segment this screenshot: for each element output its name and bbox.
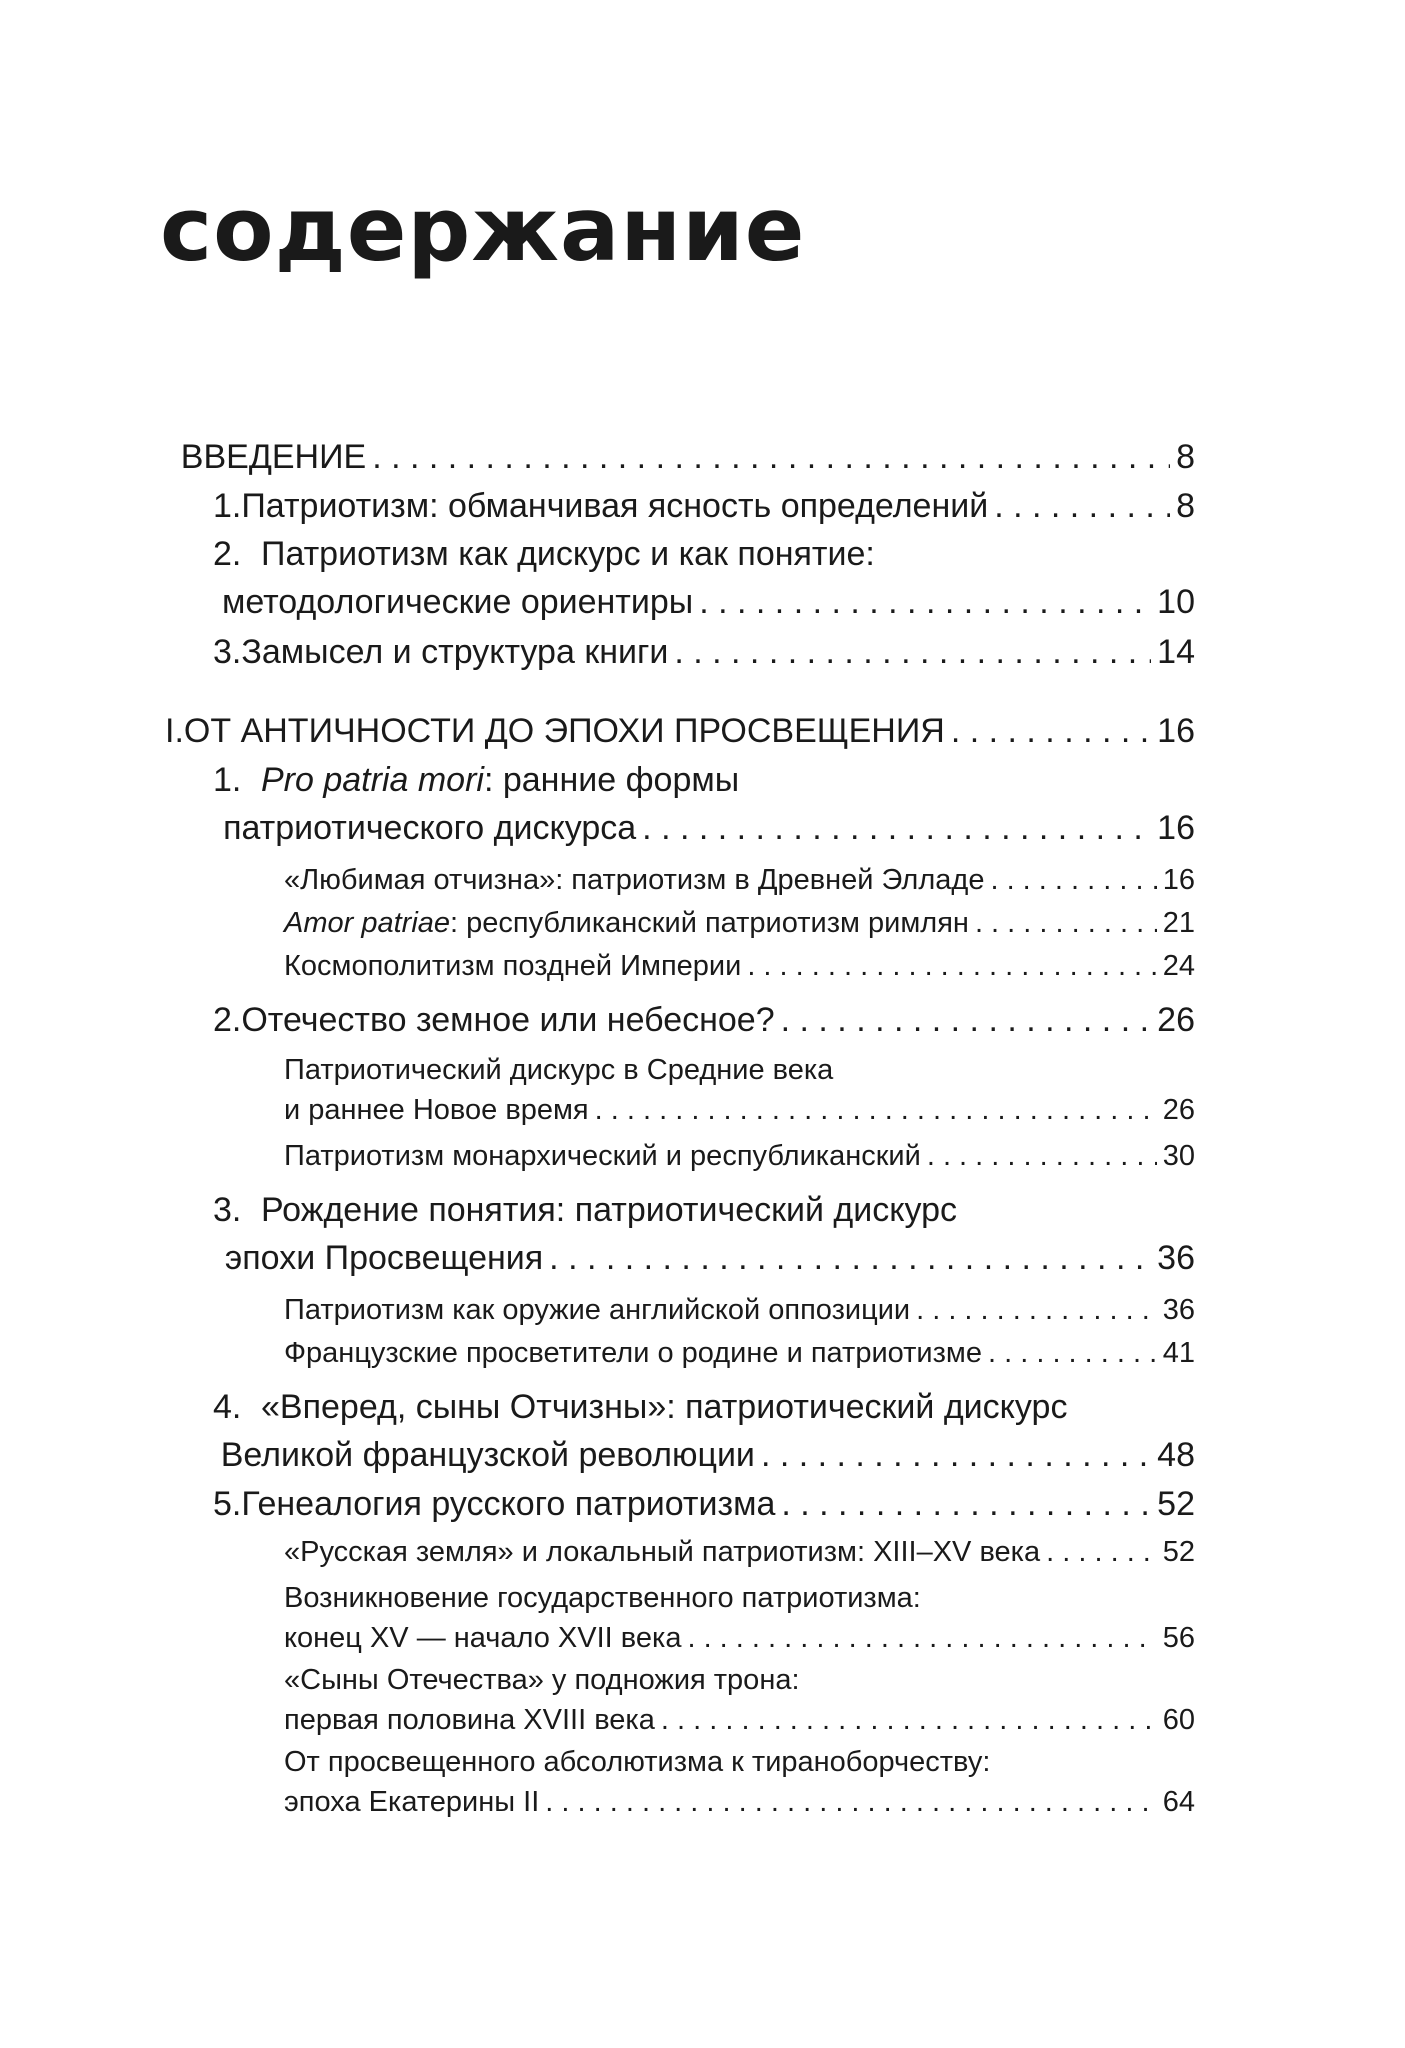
toc-dot-leader [951,706,1151,756]
toc-entry-title: патриотического дискурса [223,809,637,847]
toc-entry[interactable] [165,482,1195,530]
toc-entry-title: Патриотический дискурс в Средние века [284,1054,834,1086]
toc-entry-title: ВВЕДЕНИЕ [180,438,367,476]
toc-entry-title: От просвещенного абсолютизма к тираноборчеству: [284,1746,991,1778]
toc-page-number: 26 [1162,1094,1195,1126]
toc-entry[interactable] [165,903,1195,943]
toc-entry[interactable] [165,1136,1195,1176]
toc-entry-title: «Сыны Отечества» у подножия трона: [284,1664,800,1696]
toc-entry-title: Pro patria mori: ранние формы [261,761,740,799]
toc-entry[interactable] [165,1050,1195,1130]
toc-entry[interactable] [165,1383,1195,1479]
toc-entry-title: Патриотизм как оружие английской оппозиции [284,1294,911,1326]
toc-dot-leader [916,1290,1157,1330]
toc-entry-title: первая половина XVIII века [284,1704,655,1736]
toc-entry[interactable] [165,1333,1195,1373]
toc-page-number: 48 [1157,1436,1195,1474]
toc-dot-leader [699,578,1151,626]
toc-dot-leader [674,628,1151,676]
toc-page-number: 10 [1157,583,1195,621]
toc-entry[interactable] [165,1532,1195,1572]
page-title: содержание [160,178,806,281]
toc-entry-number: 2. [213,1001,242,1039]
toc-entry-title: Возникновение государственного патриотизма: [284,1582,921,1614]
toc-page-number: 21 [1162,907,1195,939]
toc-entry[interactable] [165,860,1195,900]
toc-dot-leader [549,1234,1151,1282]
toc-entry-title: эпохи Просвещения [224,1239,544,1277]
toc-page-number: 36 [1157,1239,1195,1277]
toc-entry[interactable] [165,1578,1195,1658]
toc-entry-title: Генеалогия русского патриотизма [241,1485,776,1523]
toc-entry[interactable] [165,996,1195,1044]
toc-page-number: 16 [1157,809,1195,847]
toc-entry-title: Рождение понятия: патриотический дискурс [261,1191,958,1229]
toc-entry[interactable] [165,1186,1195,1282]
toc-entry-title: Космополитизм поздней Империи [284,950,742,982]
toc-dot-leader [781,1480,1151,1528]
toc-dot-leader [545,1782,1156,1822]
toc-entry-title: методологические ориентиры [221,583,694,621]
toc-page-number: 56 [1162,1622,1195,1654]
toc-entry-title: «Русская земля» и локальный патриотизм: XIII–XV века [284,1536,1041,1568]
toc-page-number: 24 [1162,950,1195,982]
toc-entry-title: «Любимая отчизна»: патриотизм в Древней Элладе [284,864,985,896]
toc-page-number: 30 [1162,1140,1195,1172]
toc-entry[interactable] [165,530,1195,626]
toc-entry-number: 3. [213,633,242,671]
toc-entry-number: 2. [213,535,242,573]
toc-entry[interactable] [165,756,1195,852]
toc-entry[interactable] [165,946,1195,986]
toc-dot-leader [747,946,1156,986]
toc-dot-leader [372,432,1170,482]
toc-dot-leader [642,804,1151,852]
toc-page-number: 14 [1157,633,1195,671]
toc-page-number: 26 [1157,1001,1195,1039]
toc-entry[interactable] [165,1660,1195,1740]
toc-entry[interactable] [165,1290,1195,1330]
toc-entry-number: 5. [213,1485,242,1523]
toc-entry-number: I. [165,712,184,750]
toc-dot-leader [595,1090,1157,1130]
toc-dot-leader [975,903,1157,943]
toc-entry-title: ОТ АНТИЧНОСТИ ДО ЭПОХИ ПРОСВЕЩЕНИЯ [183,712,945,750]
toc-page-number: 16 [1162,864,1195,896]
toc-entry-title: Патриотизм как дискурс и как понятие: [261,535,875,573]
toc-page-number: 8 [1176,487,1195,525]
toc-dot-leader [687,1618,1156,1658]
toc-entry-title: эпоха Екатерины II [284,1786,540,1818]
toc-dot-leader [990,860,1156,900]
toc-entry-title: конец XV — начало XVII века [284,1622,682,1654]
toc-entry[interactable] [165,628,1195,676]
toc-entry-number: 3. [213,1191,242,1229]
toc-entry[interactable] [165,1480,1195,1528]
toc-entry[interactable] [165,1742,1195,1822]
toc-entry-title: «Вперед, сыны Отчизны»: патриотический дискурс [261,1388,1068,1426]
toc-entry-title: Amor patriae: республиканский патриотизм римлян [284,907,969,939]
toc-dot-leader [781,996,1152,1044]
table-of-contents [165,0,1195,2048]
toc-page-number: 8 [1176,438,1195,476]
toc-entry-title: Патриотизм монархический и республиканский [284,1140,921,1172]
toc-entry-title: Великой французской революции [220,1436,755,1474]
toc-page-number: 41 [1162,1337,1195,1369]
toc-entry-number: 1. [213,761,242,799]
toc-dot-leader [761,1431,1151,1479]
toc-page-number: 16 [1157,712,1195,750]
toc-page-number: 36 [1162,1294,1195,1326]
toc-page-number: 52 [1157,1485,1195,1523]
toc-entry-title: Патриотизм: обманчивая ясность определений [241,487,989,525]
toc-entry-number: 1. [213,487,242,525]
toc-entry-title: и раннее Новое время [284,1094,589,1126]
toc-page-number: 64 [1162,1786,1195,1818]
toc-entry[interactable] [165,706,1195,756]
toc-dot-leader [994,482,1170,530]
toc-entry-title: Отечество земное или небесное? [241,1001,775,1039]
toc-dot-leader [988,1333,1157,1373]
toc-dot-leader [1046,1532,1157,1572]
toc-entry-title: Замысел и структура книги [241,633,669,671]
toc-entry-title: Французские просветители о родине и патриотизме [284,1337,982,1369]
toc-page-number: 52 [1162,1536,1195,1568]
toc-dot-leader [927,1136,1157,1176]
toc-page-number: 60 [1162,1704,1195,1736]
toc-entry[interactable] [165,432,1195,482]
toc-dot-leader [661,1700,1157,1740]
toc-entry-number: 4. [213,1388,242,1426]
